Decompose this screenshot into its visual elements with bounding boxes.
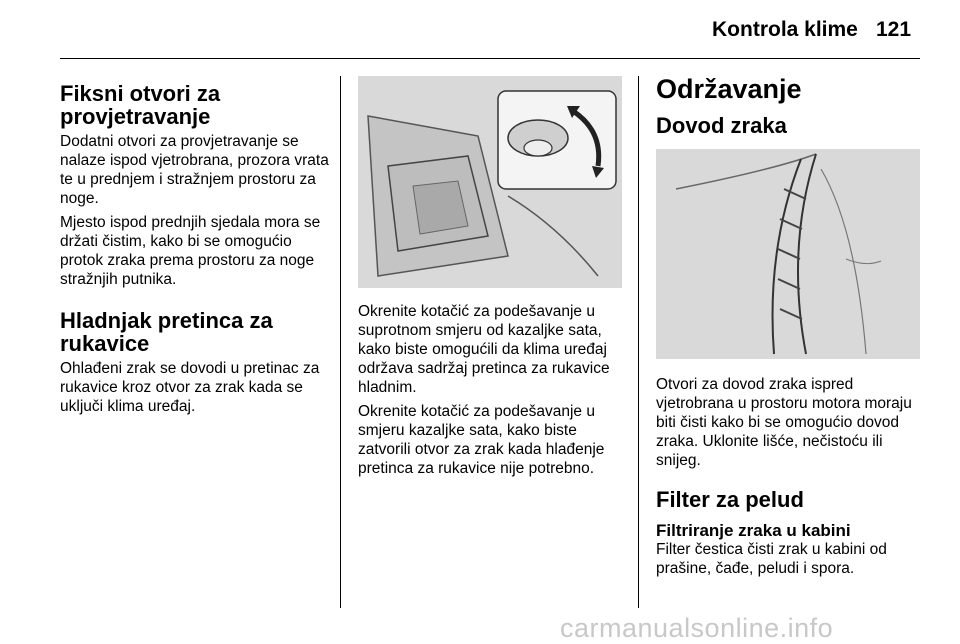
paragraph-dial-counterclockwise: Okrenite kotačić za podešavanje u suprotnom smjeru od kazaljke sata, kako biste omogućili da klima uređaj održava sadržaj pretinca za rukavice hladnim. bbox=[358, 303, 610, 396]
column-right bbox=[656, 74, 924, 583]
header-rule bbox=[60, 58, 920, 59]
column-divider-1 bbox=[340, 76, 341, 608]
glovebox-illustration bbox=[358, 76, 622, 288]
section-heading-air-intake: Dovod zraka bbox=[656, 113, 787, 138]
subheading-cabin-air-filtration: Filtriranje zraka u kabini bbox=[656, 521, 851, 540]
header-title: Kontrola klime bbox=[712, 18, 858, 41]
air-intake-illustration bbox=[656, 149, 920, 359]
section-heading-pollen-filter: Filter za pelud bbox=[656, 487, 804, 512]
paragraph-pollen-filter: Filter čestica čisti zrak u kabini od prašine, čađe, peludi i spora. bbox=[656, 541, 887, 577]
section-heading-glovebox-cooling: Hladnjak pretinca za rukavice bbox=[60, 308, 273, 356]
section-heading-fixed-vents: Fiksni otvori za provjetravanje bbox=[60, 81, 221, 129]
paragraph-dial-clockwise: Okrenite kotačić za podešavanje u smjeru kazaljke sata, kako biste zatvorili otvor za zrak kada hlađenje pretinca za rukavice nije potrebno. bbox=[358, 403, 605, 477]
paragraph-fixed-vents-2: Mjesto ispod prednjih sjedala mora se držati čistim, kako bi se omogućio protok zraka prema prostoru za noge stražnjih putnika. bbox=[60, 214, 321, 288]
paragraph-fixed-vents-1: Dodatni otvori za provjetravanje se nalaze ispod vjetrobrana, prozora vrata te u prednjem i stražnjem prostoru za noge. bbox=[60, 133, 329, 207]
watermark: carmanualsonline.info bbox=[560, 613, 834, 643]
paragraph-glovebox-cooling: Ohlađeni zrak se dovodi u pretinac za rukavice kroz otvor za zrak kada se uključi klima uređaj. bbox=[60, 360, 320, 415]
column-divider-2 bbox=[638, 76, 639, 608]
column-middle bbox=[358, 76, 626, 483]
section-heading-maintenance: Održavanje bbox=[656, 74, 802, 104]
column-left bbox=[60, 82, 330, 421]
page-number: 121 bbox=[876, 18, 912, 41]
paragraph-air-intake: Otvori za dovod zraka ispred vjetrobrana u prostoru motora moraju biti čisti kako bi se omogućio dovod zraka. Uklonite lišće, nečistoću ili snijeg. bbox=[656, 376, 912, 469]
